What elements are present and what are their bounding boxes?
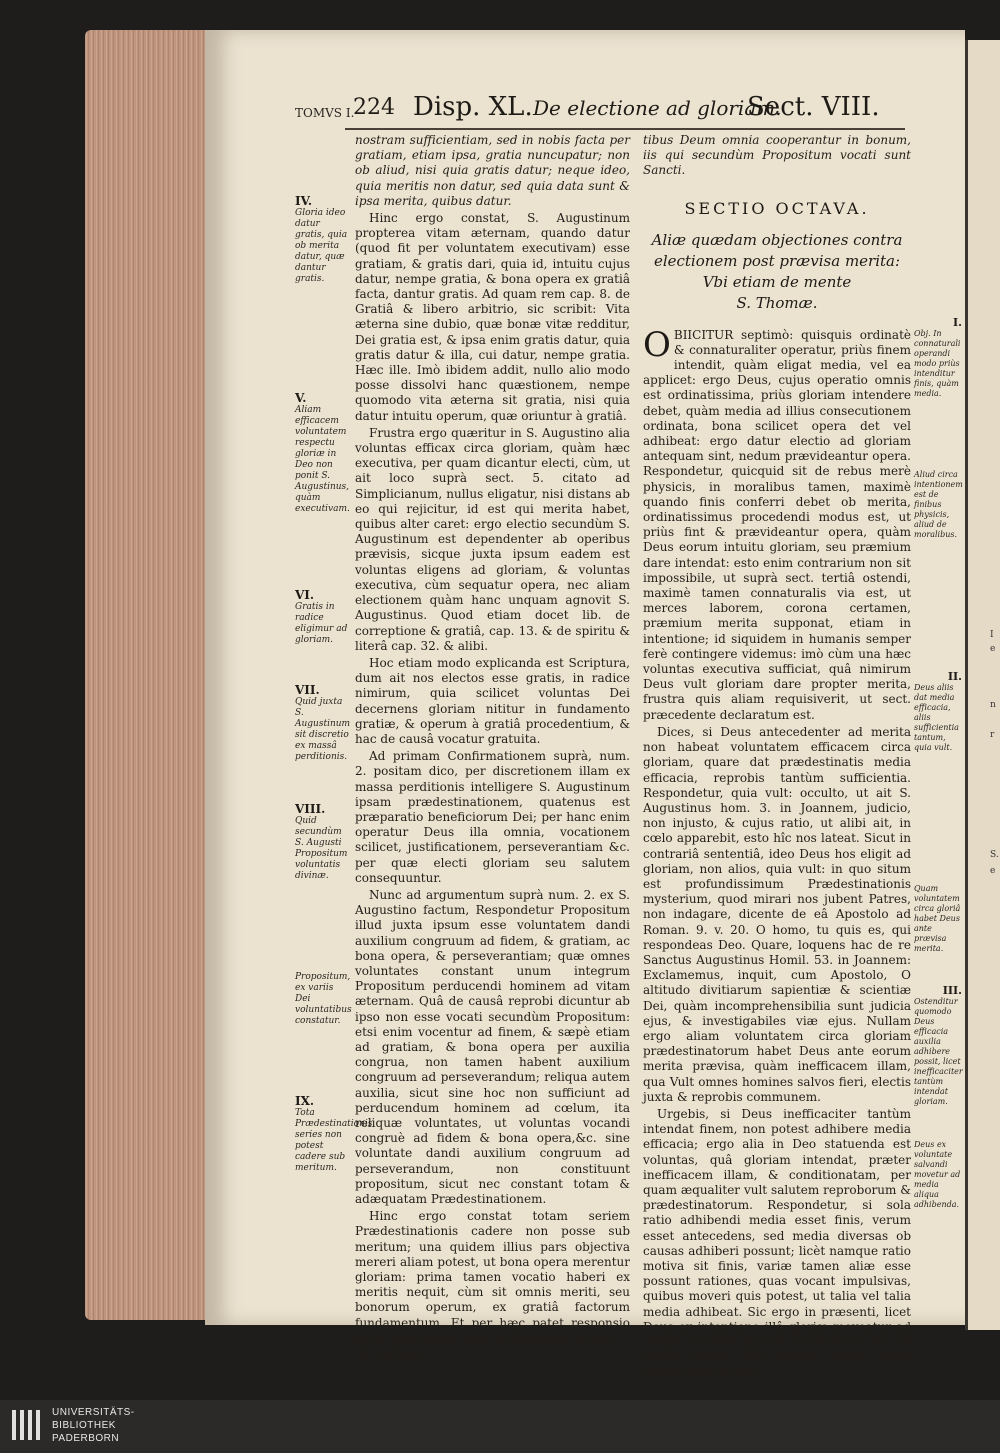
facing-mark: e [990,866,996,876]
sectio-subheading [643,230,911,314]
library-footer [0,1400,1000,1453]
paragraph: Urgebis, si Deus inefficaciter tantùm intendat finem, non potest adhibere media efficacia; ergo alia in Deo statuenda est voluntas, quâ gloriam intendat, præter inefficacem illam, & conditionatam, per quam æqualiter vult salutem reproborum & prædestinatorum. Respondetur, si sola ratio adhibendi media esset finis, verum esset antecedens, sed media diversas ob causas adhiberi possunt; licèt namque ratio motiva sit finis, variæ tamen aliæ esse possunt rationes, quas vocant impulsivas, quibus moveri quis potest, ut talia vel talia media adhibeat. Sic ergo in præsenti, licet Deus ex intentione illâ gloriæ moveatur ad media, ut aiunt, quoad substantiam, seu ad aliqua media, vel auxilia danda, quod tamen hæc vel illa [643,1106,911,1380]
margin-note [295,972,351,1027]
right-text-column [643,133,911,1383]
left-text-column [355,133,630,1363]
margin-text: Aliud circa intentionem est de finibus physicis, aliud de moralibus. [914,470,963,539]
page-number: 224 [353,95,395,120]
paragraph: Frustra ergo quæritur in S. Augustino alia voluntas efficax circa gloriam, quàm hæc executiva, per quam dicantur electi, cùm, ut ait loco suprà sect. 5. citato ad Simplicianum, nullus eligatur, nisi distans ab eo qui rejicitur, id est qui merita habet, quibus alter caret: ergo electio secundùm S. Augustinum est dependenter ab operibus prævisis, sicque juxta ipsum eadem est voluntas eligens ad gloriam, & voluntas executiva, cùm sequatur opera, nec aliam electionem quàm hanc unquam agnovit S. Augustinus. Quod etiam docet lib. de correptione & gratiâ, cap. 13. & de spiritu & literâ cap. 32. & alibi. [355,425,630,653]
margin-text: Quid secundùm S. Augusti Propositum voluntatis divinæ. [295,816,348,881]
paragraph-text: BIICITUR septimò: quisquis ordinatè & connaturaliter operatur, priùs finem intendit, quàm eligat media, vel ea applicet: ergo Deus, cujus operatio omnis est ordinatissima, priùs gloriam intendere debet, quàm media ad illius consecutionem ordinata, bona scilicet opera det vel adhibeat: ergo datur electio ad gloriam antequam sint, nedum prævideantur opera. Respondetur, quicquid sit de rebus merè physicis, in moralibus tamen, maximè quando finis conferri debet ob merita, ordinatissimus procedendi modus est, ut priùs fint & prævideantur opera, quàm Deus eorum intuitu gloriam, seu præmium dare intendat: esto enim contrarium non sit impossibile, ut suprà sect. tertiâ ostendi, maximè tamen connaturalis via est, ut merces laborem, corona certamen, præmium merita supponat, etiam in intentione; id siquidem in humanis semper ferè contingere videmus: imò cùm una hæc voluntas executiva sufficiat, quâ nimirum Deus vult gloriam dare propter merita, frustra quis aliam requisiverit, ut sect. præcedente declaratum est. [643,327,911,722]
margin-text: Deus aliis dat media efficacia, aliis sufficientia tantum, quia vult. [914,683,959,752]
header-rule [345,128,905,130]
library-name [52,1406,135,1445]
margin-note [914,672,962,753]
margin-text: Gloria ideo datur gratis, quia ob merita datur, quæ dantur gratis. [295,208,348,284]
margin-text: Propositum, ex variis Dei voluntatibus constatur. [295,972,352,1026]
facing-page-edge [965,40,1000,1330]
sectio-subheading-line: S. Thomæ. [736,293,818,312]
paragraph: Ad primam Confirmationem suprà, num. 2. positam dico, per discretionem illam ex massa perditionis intelligere S. Augustinum ipsam prædestinationem, quatenus est præparatio beneficiorum Dei; per hanc enim operatur Deus illa omnia, vocationem scilicet, justificationem, perseverantiam &c. per quæ electi gloriam seu salutem consequuntur. [355,749,630,885]
paragraph: Hinc ergo constat totam seriem Prædestinationis cadere non posse sub meritum; una quidem illius pars objectiva mereri aliam potest, ut bona opera merentur gloriam: prima tamen vocatio haberi ex meritis nequit, cùm sit omnis meriti, seu bonorum operum, ex gratiâ factorum fundamentum. Et per hæc patet responsio ad id quod objici solet ad Romanos octavo, v. 28. Diligen- [355,1209,630,1361]
margin-text: Aliam efficacem voluntatem respectu gloriæ in Deo non ponit S. Augustinus, quàm executivam. [295,405,350,514]
margin-note [295,590,351,646]
sectio-subheading-line: Vbi etiam de mente [702,272,852,291]
margin-number: III. [942,984,962,997]
paragraph: Nunc ad argumentum suprà num. 2. ex S. Augustino factum, Respondetur Propositum illud juxta ipsum esse voluntatem dandi auxilium congruum ad fidem, & gratiam, ac bona opera, & perseverantiam; quæ omnes voluntates constant unum integrum Propositum perducendi hominem ad vitam æternam. Quâ de causâ reprobi dicuntur ab ipso non esse vocati secundùm Propositum: etsi enim vocentur ad finem, & sæpè etiam ad gratiam, & bona opera per auxilia congrua, non tamen habent auxilium congruum ad perseverandum; reliqua autem auxilia, sicut sine hoc non sufficiunt ad perducendum hominem ad cœlum, ita reliquæ voluntates, ut voluntas vocandi congruè ad fidem & bona opera,&c. sine voluntate dandi auxilium congruum ad perseverandum, non constituunt propositum, sicut nec constant totam & adæquatam Prædestinationem. [355,887,630,1207]
margin-note [295,685,351,763]
disputatio-title: Disp. XL. [413,92,533,122]
margin-note [914,1140,962,1210]
margin-number: IV. [295,194,313,208]
section-title: Sect. VIII. [747,92,880,122]
margin-note [914,318,962,399]
margin-number: IX. [295,1094,315,1108]
margin-text: Tota Prædestinationis series non potest cadere sub meritum. [295,1108,373,1173]
margin-text: Obj. In connaturali operandi modo priùs intenditur finis, quàm media. [914,329,961,398]
facing-mark: n [990,700,996,710]
margin-note [295,1094,373,1174]
paragraph: Dices, si Deus antecedenter ad merita non habeat voluntatem efficacem circa gloriam, quare dat prædestinatis media efficacia, reprobis tantùm sufficientia. Respondetur, quia vult: occulto, ut ait S. Augustinus hom. 3. in Joannem, judicio, non injusto, & cujus ratio, ut alibi ait, in cœlo apparebit, esto hîc nos lateat. Sicut in contrariâ sententiâ, ideo Deus hos eligit ad gloriam, non alios, quia vult: in quo situm est profundissimum Prædestinationis mysterium, quod mirari nos jubent Patres, non indagare, dicente de eâ Apostolo ad Roman. 9. v. 20. O homo, tu quis es, qui respondeas Deo. Quare, loquens hac de re Sanctus Augustinus Homil. 53. in Joannem: Exclamemus, inquit, cum Apostolo, O altitudo divitiarum sapientiæ & scientiæ Dei, quàm incomprehensibilia sunt judicia ejus, & investigabiles viæ ejus. Nullam ergo aliam voluntatem circa gloriam prædestinatorum habet Deus ante eorum merita prævisa, quàm inefficacem illam, qua Vult omnes homines salvos fieri, electis juxta & reprobis communem. [643,724,911,1104]
running-header [295,92,915,126]
facing-mark: r [990,730,995,740]
paragraph: Hoc etiam modo explicanda est Scriptura, dum ait nos electos esse gratis, in radice nimirum, quia scilicet voluntas Dei decernens gloriam nititur in fundamento gratiæ, & operum à gratiâ procedentium, & hac de causâ vocatur gratuita. [355,655,630,746]
opening-paragraph [643,324,911,723]
paragraph: tibus Deum omnia cooperantur in bonum, iis qui secundùm Propositum vocati sunt Sancti. [643,133,911,178]
paragraph: nostram sufficientiam, sed in nobis facta per gratiam, etiam ipsa, gratia nuncupatur; non ob aliud, nisi quia gratis datur; neque ideo, quia meritis non datur, sed quia data sunt & ipsa merita, quibus datur. [355,133,630,208]
subject-title: De electione ad gloriam. [533,96,782,120]
sectio-subheading-line: Aliæ quædam objectiones contra electionem post prævisa merita: [651,230,903,270]
book-page-edges [85,30,210,1320]
sectio-heading: SECTIO OCTAVA. [684,198,870,218]
margin-number: V. [295,391,307,405]
library-name-line: BIBLIOTHEK [52,1420,116,1431]
facing-mark: e [990,644,996,654]
margin-note [914,470,962,540]
margin-note [295,804,351,882]
margin-text: Quid juxta S. Augustinum sit discretio ex massâ perditionis. [295,697,351,762]
margin-number: VII. [295,683,320,697]
library-logo-icon [10,1408,46,1444]
margin-note [295,196,351,285]
margin-note [914,884,962,954]
margin-number: II. [947,670,962,683]
margin-text: Deus ex voluntate salvandi movetur ad media aliqua adhibenda. [914,1140,961,1209]
tomus-label: TOMVS I. [295,106,355,120]
margin-number: VIII. [295,802,326,816]
library-name-line: UNIVERSITÄTS- [52,1407,135,1418]
margin-note [914,986,962,1107]
margin-text: Gratis in radice eligimur ad gloriam. [295,602,348,645]
margin-text: Quam voluntatem circa gloriâ habet Deus ante prævisa merita. [914,884,961,953]
drop-cap: O [643,324,671,365]
library-name-line: PADERBORN [52,1433,120,1444]
margin-number: VI. [295,588,315,602]
margin-number: I. [953,316,962,329]
margin-note [295,393,351,515]
facing-mark: S. [990,850,999,860]
facing-mark: I [990,630,994,640]
paragraph: Hinc ergo constat, S. Augustinum propterea vitam æternam, quando datur (quod fit per voluntatem executivam) esse gratiam, & gratis dari, quia id, intuitu cujus datur, nempe gratia, & bona opera ex gratiâ facta, dantur gratis. Ad quam rem cap. 8. de Gratiâ & libero arbitrio, sic scribit: Vita æterna sine dubio, quæ bonæ vitæ redditur, Dei gratia est, & ipsa enim gratis datur, quia gratis datur & illa, cui datur, nempe gratia. Hæc ille. Imò ibidem addit, nullo alio modo posse dissolvi hanc quæstionem, nempe quomodo vita æterna sit gratia, nisi quia datur intuitu operum, quæ oriuntur à gratiâ. [355,211,630,423]
margin-text: Ostenditur quomodo Deus efficacia auxilia adhibere possit, licet inefficaciter tantùm intendat gloriam. [914,997,963,1106]
